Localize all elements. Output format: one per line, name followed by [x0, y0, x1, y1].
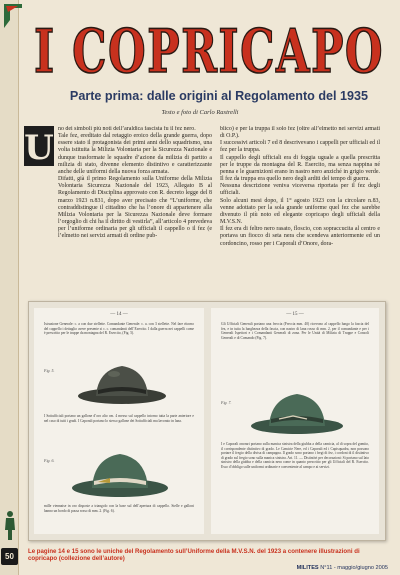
photo-caption: Le pagine 14 e 15 sono le uniche del Regolamento sull’Uniforme della M.V.S.N. del 1923 a contenere illustrazioni di copricapo (collezione dell’autore) — [28, 548, 360, 563]
regulation-paragraph: mille viennaise in oro disposte a triangolo con la base sul dell’apertura di cappello. Stelle e galloni hanno un bordo di passa rosso di mm. 2. (Fig. 6). — [44, 504, 194, 513]
text-column-1 — [58, 126, 212, 294]
hat-with-insignia-illustration-icon — [70, 448, 170, 498]
figure-label: Fig. 7. — [221, 400, 232, 405]
title-text: I COPRICAPO — [34, 18, 384, 82]
regulation-page-15 — [211, 308, 379, 534]
paragraph: Solo alcuni mesi dopo, il 1° agosto 1923 con la circolare n.83, venne adottato per la sola grande uniforme quel fez che sarebbe divenuto il più noto ed elegante copricapo degli ufficiali della M.V.S.N. — [220, 197, 380, 226]
paragraph: Difatti, già il primo Regolamento sulla Uniforme della Milizia Volontaria Sicurezza Nazionale del 1923, Allegato B al Regolamento di Disciplina approvato con R. decreto legge del 8 marzo 1923 n.831, dopo aver precisato che “L’uniforme, che contraddistingue il cittadino che ha l’onore di appartenere alla Milizia Volontaria per la Sicurezza Nazionale deve formare l’orgoglio di chi ha il diritto di vestirla”, all’articolo 4 prevedeva per l’uniforme ordinaria per gli ufficiali il cappello o il fez (e l’elmetto nei servizi armati di ordine pub- — [58, 176, 212, 240]
regulation-paragraph: Istruzione Generale: c. a con due stellette. Comandante Generale: c. a. con 3 stellette. Nel fare ritorno del cappello i dettaglio avere presente si c. c. comandanti dell’Esercito. I dalla guerra nei cappelli come è prescritto per le truppe da montagna del R. Esercito, (Fig. 5). — [44, 322, 194, 335]
paragraph: blico) e per la truppa il solo fez (oltre all’elmetto nei servizi armati di O.P.). — [220, 126, 380, 140]
left-decorative-strip — [0, 0, 19, 575]
paragraph: Tale fez, ereditato dal retaggio eroico della grande guerra, dopo essere stato il protagonista dei primi anni dello squadrismo, una volta istituita la Milizia Volontaria per la Sicurezza Nazionale e dunque trasformate le squadre d’azione da milizia di partito a milizia di stato, divenne elemento distintivo e caratterizzante anche delle uniformi della nuova forza armata. — [58, 133, 212, 175]
issue-info: N°11 - maggio/giugno 2005 — [320, 565, 388, 571]
soldier-silhouette-icon — [3, 510, 17, 540]
regulation-pages-photo — [28, 301, 386, 541]
paragraph: I successivi articoli 7 ed 8 descrivevano i cappelli per ufficiali ed il fez per la truppa. — [220, 140, 380, 154]
article-byline: Testo e foto di Carlo Rastrelli — [161, 109, 239, 116]
paragraph: Il cappello degli ufficiali era di foggia uguale a quella prescritta per le truppe da montagna del R. Esercito, ma senza nappina né penna e le guarnizioni erano in nastro nero anziché in grigio verde. Il fez da truppa era quello nero degli arditi del tempo di guerra. — [220, 154, 380, 183]
paragraph: no dei simboli più noti dell’araldica fascista fu il fez nero. — [58, 126, 196, 132]
paragraph: Nessuna descrizione veniva viceversa riportata per il fez degli ufficiali. — [220, 183, 380, 197]
magazine-footer — [297, 565, 388, 571]
page-number: 50 — [1, 548, 18, 565]
corner-ornament-icon — [2, 2, 24, 30]
article-title — [28, 18, 390, 82]
paragraph: Il fez era di feltro nero rasato, floscio, con sopraccucita al centro e portava un fiocco di seta nera che scendeva anteriormente ed un cordoncino, rosso per i Caporali d’Onore, dora- — [220, 226, 380, 247]
figure-label: Fig. 5. — [44, 368, 55, 373]
article-subtitle: Parte prima: dalle origini al Regolamento del 1935 — [69, 89, 369, 103]
figure-label: Fig. 6. — [44, 458, 55, 463]
alpine-hat-illustration-icon — [76, 360, 168, 406]
text-column-2 — [220, 126, 380, 294]
regulation-paragraph: I e Caporali onorari portano sulla manica sinistra della giubba a della camicia, al di sopra del gomito, il corrispondente distintivo di grado. Le Camicie Nere, ed i Caporali ed i Capisquadra, non possono portare il fregio della divisa di campagna. Il grado sono portano i fregi di fez, i cordoni di il distintivo di grado sul fregio sono sulla manica sinistra. Art. 11. — Distintivi per decorazioni: Si portano sul lato sinistro della giubba e della camicia nera come in quanto prescritto per gli Ufficiali del R. Esercito. Esso d’obbligo sulle uniformi ordinarie e conveniente al campo e ai servizi. — [221, 442, 369, 469]
regulation-paragraph: I Sottufficiali portano un gallone d’oro alto cm. 4 messo sul cappello intorno tutta la parte anteriore e nel caso di tutti i gradi. I Caporali portano lo stesso gallone dei Sottufficiali ma lavorato in lana. — [44, 414, 194, 423]
regulation-page-14 — [34, 308, 204, 534]
regulation-paragraph: Gli Ufficiali Generali portano una freccia (Freccia mm. 40) ricevono al cappello lungo la fascia del fez, e in tutta la lunghezza della fascia, con nastro di lana rosso di mm. 2, per il comandante e per i Generali Ispettori e i Comandanti Generali di zona. Per le Unità di Milizia di Truppe e Consoli Generali e di Comando (Fig. 7). — [221, 322, 369, 340]
page-number-label: — 15 — — [286, 312, 304, 317]
magazine-name: MILITES — [296, 565, 319, 571]
drop-cap-letter: U — [24, 128, 54, 166]
drop-cap — [24, 126, 54, 166]
page-number-label: — 14 — — [110, 312, 128, 317]
hat-with-cord-illustration-icon — [249, 388, 345, 436]
